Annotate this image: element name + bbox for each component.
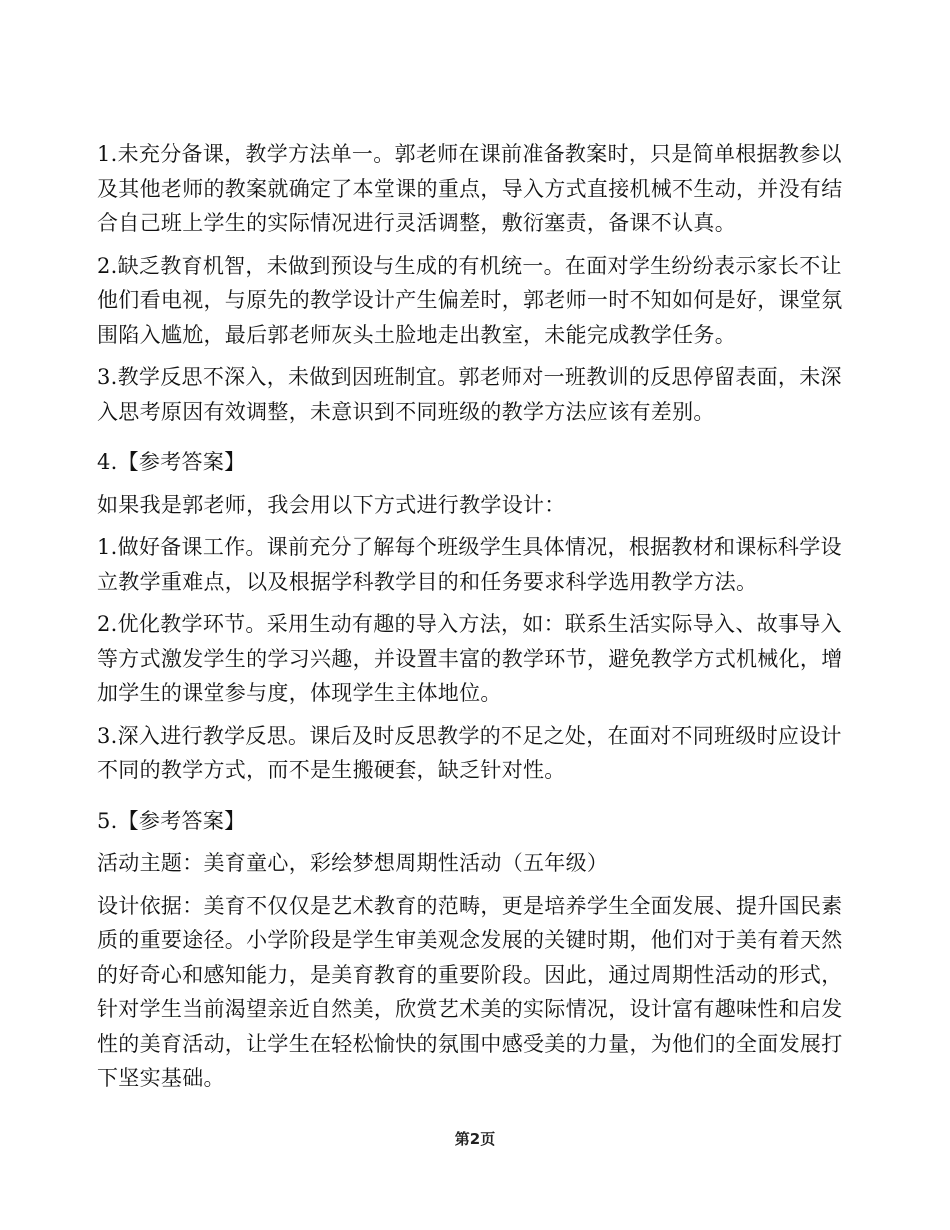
text-line: 合自己班上学生的实际情况进行灵活调整，敷衍塞责，备课不认真。: [97, 211, 736, 235]
paragraph-q5-basis: [97, 889, 862, 1096]
text-line: 他们看电视，与原先的教学设计产生偏差时，郭老师一时不知如何是好，课堂氛: [97, 288, 843, 312]
text-line: 2.优化教学环节。采用生动有趣的导入方法，如：联系生活实际导入、故事导入: [97, 612, 842, 636]
text-line: 设计依据：美育不仅仅是艺术教育的范畴，更是培养学生全面发展、提升国民素: [97, 893, 843, 918]
paragraph-q4-intro: 如果我是郭老师，我会用以下方式进行教学设计：: [97, 492, 566, 517]
text-line: 围陷入尴尬，最后郭老师灰头土脸地走出教室，未能完成教学任务。: [97, 322, 736, 347]
text-line: 3.深入进行教学反思。课后及时反思教学的不足之处，在面对不同班级时应设计: [97, 723, 842, 748]
text-line: 1.做好备课工作。课前充分了解每个班级学生具体情况，根据教材和课标科学设: [97, 535, 842, 559]
page-content: [97, 137, 862, 1096]
section-heading-q5: 5.【参考答案】: [97, 808, 246, 833]
text-line: 及其他老师的教案就确定了本堂课的重点，导入方式直接机械不生动，并没有结: [97, 176, 843, 201]
paragraph-q4-point-1: [97, 530, 862, 599]
text-line: 2.缺乏教育机智，未做到预设与生成的有机统一。在面对学生纷纷表示家长不让: [97, 253, 842, 278]
text-line: 针对学生当前渴望亲近自然美，欣赏艺术美的实际情况，设计富有趣味性和启发: [97, 997, 843, 1021]
paragraph-q5-theme: 活动主题：美育童心，彩绘梦想周期性活动（五年级）: [97, 851, 609, 875]
text-line: 立教学重难点，以及根据学科教学目的和任务要求科学选用教学方法。: [97, 569, 758, 594]
text-line: 性的美育活动，让学生在轻松愉快的氛围中感受美的力量，为他们的全面发展打: [97, 1031, 843, 1056]
page-number: 第2页: [454, 1130, 496, 1148]
section-heading-q4: 4.【参考答案】: [97, 450, 246, 474]
text-line: 3.教学反思不深入，未做到因班制宜。郭老师对一班教训的反思停留表面，未深: [97, 365, 842, 389]
text-line: 入思考原因有效调整，未意识到不同班级的教学方法应该有差别。: [97, 399, 715, 424]
paragraph-q4-point-2: [97, 607, 862, 711]
text-line: 1.未充分备课，教学方法单一。郭老师在课前准备教案时，只是简单根据教参以: [97, 142, 842, 166]
text-line: 质的重要途径。小学阶段是学生审美观念发展的关键时期，他们对于美有着天然: [97, 928, 843, 952]
text-line: 的好奇心和感知能力，是美育教育的重要阶段。因此，通过周期性活动的形式，: [97, 962, 843, 987]
text-line: 加学生的课堂参与度，体现学生主体地位。: [97, 681, 502, 705]
text-line: 不同的教学方式，而不是生搬硬套，缺乏针对性。: [97, 758, 566, 782]
paragraph-q3-point-2: [97, 249, 862, 353]
paragraph-q3-point-3: [97, 360, 862, 429]
text-line: 等方式激发学生的学习兴趣，并设置丰富的教学环节，避免教学方式机械化，增: [97, 646, 843, 671]
paragraph-q3-point-1: [97, 137, 862, 241]
paragraph-q4-point-3: [97, 719, 862, 788]
text-line: 下坚实基础。: [97, 1066, 225, 1090]
